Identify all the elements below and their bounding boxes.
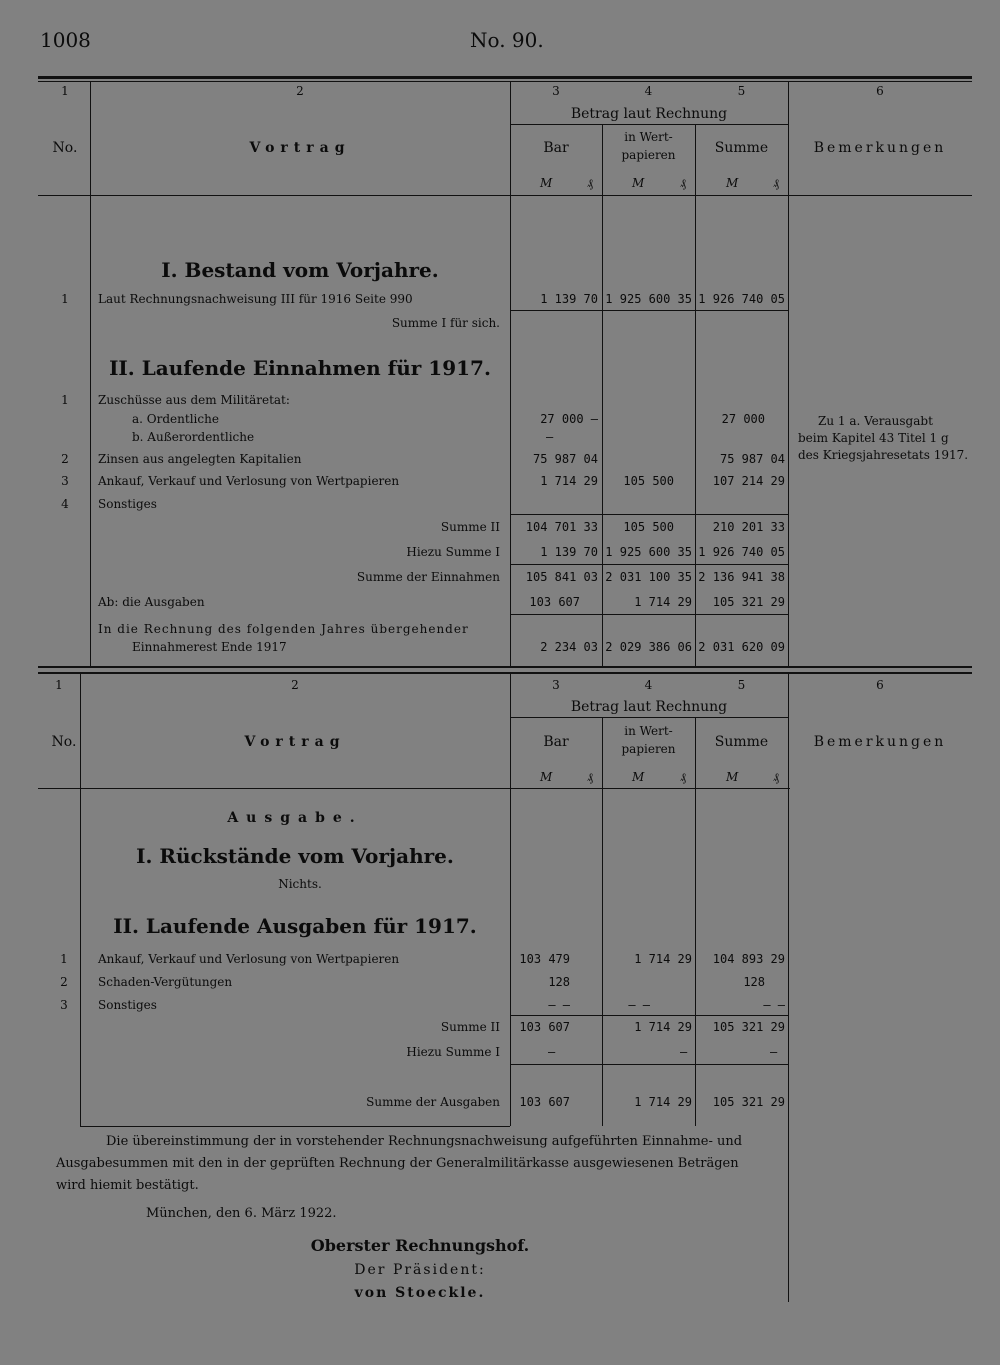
value-bar: 128 [548,975,570,989]
header-wert: in Wert- [624,130,673,144]
unit-pf: ₰ [587,770,593,784]
header-betrag: Betrag laut Rechnung [570,699,728,715]
value-wert: 1 714 29 [634,595,692,609]
col-number: 5 [737,678,746,692]
unit-pf: ₰ [773,176,779,190]
value-summe: 128 [743,975,765,989]
sum-rule [510,514,788,515]
value-wert: 1 714 29 [634,1095,692,1109]
value-bar: — — [548,998,570,1012]
unit-mark: M [726,176,739,190]
part-title: Ausgabe. [227,810,363,826]
col-number: 3 [552,84,560,98]
value-bar: 103 607 [519,1095,570,1109]
col-number: 5 [737,84,746,98]
unit-pf: ₰ [587,176,593,190]
value-bar: — [546,430,554,444]
sum-rule [510,564,788,565]
header-vortrag: Vortrag [249,140,351,156]
header-betrag: Betrag laut Rechnung [570,106,728,122]
value-bar: 1 714 29 [540,474,598,488]
row-number: 1 [61,292,69,306]
table1-top-rule-thin [38,81,972,82]
unit-mark: M [632,176,645,190]
header-wert: in Wert- [624,724,673,738]
document-number: No. 90. [470,28,544,52]
table1-vline-4 [695,124,696,666]
sum-label: Hiezu Summe I [406,545,500,559]
header-wert: papieren [621,742,676,756]
nothing-note: Nichts. [278,877,322,891]
remark-line: beim Kapitel 43 Titel 1 g [798,431,949,445]
section-title: I. Bestand vom Vorjahre. [161,258,439,282]
table2-top-rule [38,672,972,674]
col-number: 2 [296,84,304,98]
value-summe: — [770,1045,778,1059]
value-bar: 1 139 70 [540,545,598,559]
sum-rule [510,1015,788,1016]
value-summe: 2 136 941 38 [698,570,785,584]
col-number: 6 [876,678,884,692]
col-number: 1 [61,84,69,98]
value-bar: 103 607 [529,595,580,609]
row-label: Sonstiges [98,998,157,1012]
value-summe: 2 031 620 09 [698,640,785,654]
table2-vline-5 [788,674,789,1302]
sum-label: Summe II [440,1020,500,1034]
header-vortrag: Vortrag [244,734,346,750]
value-bar: 103 607 [519,1020,570,1034]
col-number: 1 [55,678,63,692]
value-wert: 1 714 29 [634,1020,692,1034]
value-bar: 103 479 [519,952,570,966]
row-number: 3 [60,998,68,1012]
value-wert: 105 500 [623,474,674,488]
value-summe: 105 321 29 [712,595,785,609]
signatory-name: von Stoeckle. [354,1285,486,1301]
certification-text: Ausgabesummen mit den in der geprüften Rechnung der Generalmilitärkasse ausgewiesenen Beträgen [56,1156,739,1171]
row-label: Sonstiges [98,497,157,511]
header-bemerkungen: Bemerkungen [813,734,947,750]
value-bar: 75 987 04 [532,452,598,466]
sum-rule [510,310,788,311]
row-label: Zuschüsse aus dem Militäretat: [98,393,290,407]
value-wert: 2 031 100 35 [605,570,692,584]
value-bar: 105 841 03 [525,570,598,584]
unit-mark: M [726,770,739,784]
table1-top-rule [38,76,972,79]
value-summe: 1 926 740 05 [698,545,785,559]
row-label: In die Rechnung des folgenden Jahres übergehender [98,622,469,636]
certification-text: wird hiemit bestätigt. [56,1178,199,1193]
value-wert: 2 029 386 06 [605,640,692,654]
value-wert: 105 500 [623,520,674,534]
remark-line: Zu 1 a. Verausgabt [818,414,933,428]
header-summe: Summe [714,140,769,156]
table2-bottom-rule [80,1126,510,1127]
row-number: 1 [60,952,68,966]
row-label: Ankauf, Verkauf und Verlosung von Wertpapieren [98,952,400,966]
value-wert: 1 925 600 35 [605,545,692,559]
header-no: No. [52,140,78,156]
header-wert: papieren [621,148,676,162]
value-summe: 107 214 29 [712,474,785,488]
row-label: Schaden-Vergütungen [98,975,233,989]
row-label: Einnahmerest Ende 1917 [132,640,287,654]
sum-label: Hiezu Summe I [406,1045,500,1059]
sum-label: Summe I für sich. [391,316,500,330]
value-bar: 104 701 33 [525,520,598,534]
col-number: 2 [291,678,299,692]
row-number: 4 [61,497,69,511]
row-label: Ankauf, Verkauf und Verlosung von Wertpapieren [98,474,400,488]
sum-rule [510,1064,788,1065]
row-label: a. Ordentliche [132,412,219,426]
row-label: Ab: die Ausgaben [98,595,205,609]
value-wert: — — [628,998,650,1012]
section-title: II. Laufende Ausgaben für 1917. [113,914,477,938]
sum-label: Summe II [440,520,500,534]
table1-bottom-rule [38,666,972,668]
value-bar: 27 000 — [540,412,598,426]
row-label: b. Außerordentliche [132,430,255,444]
table1-vline-5 [788,82,789,666]
certification-text: Die übereinstimmung der in vorstehender Rechnungsnachweisung aufgeführten Einnahme- und [106,1134,743,1149]
value-summe: 105 321 29 [712,1095,785,1109]
unit-pf: ₰ [680,176,686,190]
signatory-role: Der Präsident: [354,1262,486,1278]
unit-mark: M [632,770,645,784]
row-number: 1 [61,393,69,407]
table1-vline-3 [602,124,603,666]
table2-header-rule [38,788,790,789]
value-bar: 2 234 03 [540,640,598,654]
value-summe: 1 926 740 05 [698,292,785,306]
table1-betrag-rule [510,124,788,125]
page-number: 1008 [40,28,91,52]
unit-pf: ₰ [680,770,686,784]
header-bar: Bar [543,734,569,750]
row-number: 2 [60,975,68,989]
value-bar: 1 139 70 [540,292,598,306]
table2-betrag-rule [510,717,788,718]
value-summe: 75 987 04 [719,452,785,466]
col-number: 6 [876,84,884,98]
sum-label: Summe der Ausgaben [366,1095,500,1109]
value-bar: — [548,1045,556,1059]
header-summe: Summe [714,734,769,750]
section-title: I. Rückstände vom Vorjahre. [136,844,454,868]
row-number: 2 [61,452,69,466]
remark-line: des Kriegsjahresetats 1917. [798,448,969,462]
col-number: 3 [552,678,560,692]
value-summe: 210 201 33 [712,520,785,534]
sum-rule [510,614,788,615]
value-summe: 104 893 29 [712,952,785,966]
header-no: No. [51,734,77,750]
row-label: Laut Rechnungsnachweisung III für 1916 Seite 990 [98,292,413,306]
authority-name: Oberster Rechnungshof. [310,1236,530,1255]
sum-label: Summe der Einnahmen [356,570,500,584]
col-number: 4 [644,678,653,692]
row-number: 3 [61,474,69,488]
header-bar: Bar [543,140,569,156]
place-date: München, den 6. März 1922. [146,1206,337,1221]
value-summe: 27 000 [721,412,765,426]
col-number: 4 [644,84,653,98]
value-wert: 1 714 29 [634,952,692,966]
value-wert: 1 925 600 35 [605,292,692,306]
row-label: Zinsen aus angelegten Kapitalien [98,452,302,466]
value-wert: — [680,1045,688,1059]
header-bemerkungen: Bemerkungen [813,140,947,156]
value-summe: — — [763,998,785,1012]
unit-mark: M [540,770,553,784]
value-summe: 105 321 29 [712,1020,785,1034]
unit-mark: M [540,176,553,190]
unit-pf: ₰ [773,770,779,784]
section-title: II. Laufende Einnahmen für 1917. [109,356,491,380]
table1-header-rule [38,195,972,196]
